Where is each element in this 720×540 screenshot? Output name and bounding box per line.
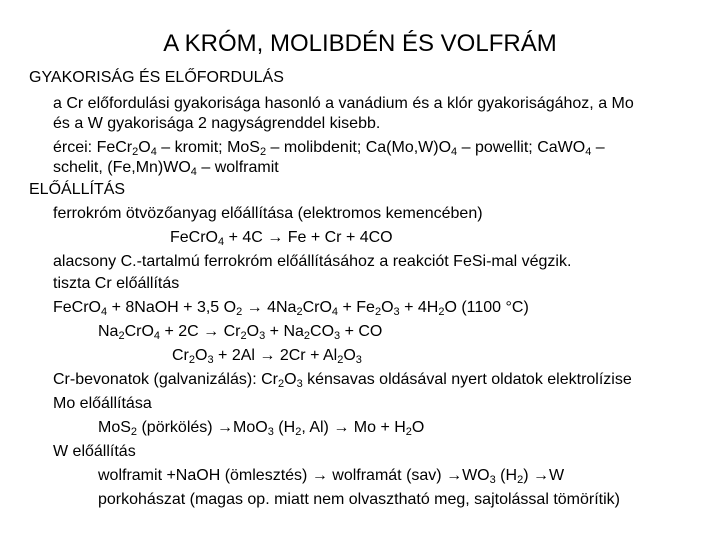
section-heading-occurrence: GYAKORISÁG ÉS ELŐFORDULÁS [29, 69, 284, 86]
equation-molybdenum: MoS$_2$ (pörkölés) →MoO$_3$ ($H_2$, $Al) \to Mo + H_2O$ [98, 419, 425, 438]
ferrochrome-line: ferrokróm ötvözőanyag előállítása (elektromos kemencében) [53, 205, 483, 222]
pure-cr-heading: tiszta Cr előállítás [53, 275, 180, 292]
powder-metallurgy-line: porkohászat (magas op. miatt nem olvasztható meg, sajtolással tömörítik) [98, 491, 620, 508]
equation-tungsten: wolframit +NaOH (ömlesztés) → wolframát $(sav) \to WO_3$ $(H_2) \to W$ [98, 467, 565, 486]
equation-ferrochrome: FeCrO$_4$ + 4C → Fe + Cr + 4CO [170, 229, 393, 248]
page-title: A KRÓM, MOLIBDÉN ÉS VOLFRÁM [163, 30, 557, 57]
occurrence-line-1: a Cr előfordulási gyakorisága hasonló a vanádium és a klór gyakoriságához, a Mo [53, 95, 634, 112]
w-heading: W előállítás [53, 443, 136, 460]
plating-line: Cr-bevonatok (galvanizálás): $Cr_2O_3$ kénsavas oldásával nyert oldatok elektrolízise [53, 371, 632, 390]
ores-line-2: schelit, $(Fe,Mn)WO_4$ – wolframit [53, 159, 279, 178]
ores-line-1: ércei: $FeCr_2O_4$ – kromit; MoS$_2$ – molibdenit; $Ca(Mo,W)O_4$ – powellit; CaWO$_4$ – [53, 139, 605, 158]
equation-aluminothermy: $Cr_2O_3 + 2Al \to 2Cr + Al_2O_3$ [172, 347, 362, 366]
equation-chromate: FeCrO$_4$ + 8NaOH + 3,5 $O_2 \to 4Na_2CrO_4 + Fe_2O_3 + 4H_2O$ (1100 °C) [53, 299, 529, 318]
low-carbon-line: alacsony C.-tartalmú ferrokróm előállításához a reakciót FeSi-mal végzik. [53, 253, 572, 270]
mo-heading: Mo előállítása [53, 395, 152, 412]
section-heading-production: ELŐÁLLÍTÁS [29, 181, 126, 198]
equation-chromium-oxide: $Na_2CrO_4 + 2C \to Cr_2O_3 + Na_2CO_3$ + CO [98, 323, 383, 342]
occurrence-line-2: és a W gyakorisága 2 nagyságrenddel kisebb. [53, 115, 381, 132]
